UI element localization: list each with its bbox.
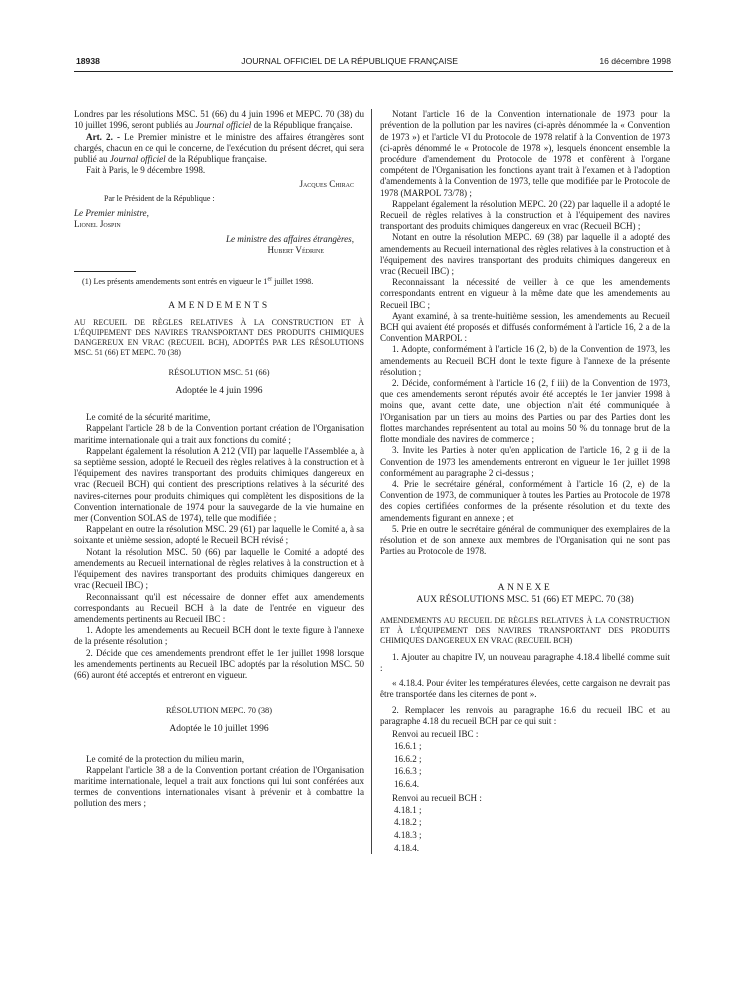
two-column-body bbox=[74, 109, 673, 854]
right-column bbox=[372, 109, 670, 854]
paragraph: Le comité de la sécurité maritime, bbox=[86, 412, 211, 423]
annexe-paragraphs bbox=[380, 652, 670, 727]
paragraph: 5. Prie en outre le secrétaire général de communiquer des exemplaires de la résolution et de son annexe aux membres de l'Organisation qui ne sont pas Parties au Protocole de 1978. bbox=[380, 523, 670, 557]
mepc-paragraphs-left bbox=[74, 754, 364, 810]
list-item: 4.18.2 ; bbox=[394, 817, 422, 828]
article-2: Art. 2. - Le Premier ministre et le ministre des affaires étrangères sont chargés, chacun en ce qui le concerne, de l'exécution du présent décret, qui sera publié au Journal officiel de la République française. bbox=[74, 131, 364, 165]
resolution-msc-title: RÉSOLUTION MSC. 51 (66) bbox=[168, 367, 270, 377]
ministre-title: Le ministre des affaires étrangères, bbox=[225, 234, 354, 245]
intro-paragraph: Londres par les résolutions MSC. 51 (66) du 4 juin 1996 et MEPC. 70 (38) du 10 juillet 1996, seront publiés au Journal officiel de la République française. bbox=[74, 109, 364, 131]
paragraph: 2. Remplacer les renvois au paragraphe 16.6 du recueil IBC et au paragraphe 4.18 du recueil BCH par ce qui suit : bbox=[380, 704, 670, 726]
annexe-caps-heading: AMENDEMENTS AU RECUEIL DE RÈGLES RELATIVES À LA CONSTRUCTION ET À L'ÉQUIPEMENT DES NAVIRES TRANSPORTANT DES PRODUITS CHIMIQUES DANGEREUX EN VRAC (RECUEIL BCH) bbox=[380, 615, 670, 645]
page-number: 18938 bbox=[76, 56, 100, 66]
list-item: 4.18.3 ; bbox=[394, 829, 422, 840]
list-item: 4.18.4. bbox=[394, 842, 420, 853]
renvoi-ibc-label: Renvoi au recueil IBC : bbox=[392, 728, 479, 739]
paragraph: 4. Prie le secrétaire général, conformément à l'article 16 (2, e) de la Convention de 1973, de communiquer à toutes les Parties au Protocole de 1978 des copies certifiées conformes de la présente résolution et du texte des amendements figurant en annexe ; et bbox=[380, 478, 670, 523]
signature-president: Jacques Chirac bbox=[299, 179, 354, 190]
list-item: 16.6.2 ; bbox=[394, 753, 422, 764]
amendements-title: AMENDEMENTS bbox=[168, 300, 270, 311]
paragraph: Notant l'article 16 de la Convention internationale de 1973 pour la prévention de la pollution par les navires (ci-après dénommée la « Convention de 1973 ») et l'article VI du Protocole de 1978 relatif à la Convention de 1973 (ci-après dénommé le « Protocole de 1978 »), lesquels énoncent ensemble la procédure d'amendement du Protocole de 1978 et confèrent à l'organe compétent de l'Organisation les fonctions ayant trait à l'examen et à l'adoption d'amendements à la Convention de 1973, telle que modifiée par le Protocole de 1978 (MARPOL 73/78) ; bbox=[380, 109, 670, 198]
footnote: (1) Les présents amendements sont entrés en vigueur le 1er juillet 1998. bbox=[82, 275, 314, 286]
fait-a-paris: Fait à Paris, le 9 décembre 1998. bbox=[86, 165, 206, 176]
list-item: 16.6.1 ; bbox=[394, 741, 422, 752]
paragraph: 2. Décide que ces amendements prendront effet le 1er juillet 1998 lorsque les amendements pertinents au Recueil IBC adoptés par la résolution MSC. 50 (66) auront été acceptés et entreront en vigueur. bbox=[74, 647, 364, 680]
premier-ministre-name: Lionel Jospin bbox=[74, 219, 121, 230]
paragraph: Reconnaissant qu'il est nécessaire de donner effet aux amendements correspondants au Recueil BCH à la date de l'entrée en vigueur des amendements pertinents au Recueil IBC : bbox=[74, 591, 364, 624]
paragraph: Rappelant l'article 38 a de la Convention portant création de l'Organisation maritime internationale, lequel a trait aux fonctions qui lui sont conférées aux termes de conventions internationales visant à prévenir et à combattre la pollution des mers ; bbox=[74, 764, 364, 809]
paragraph: « 4.18.4. Pour éviter les températures élevées, cette cargaison ne devrait pas être transportée dans les citernes de pont ». bbox=[380, 678, 670, 700]
ministre-name: Hubert Védrine bbox=[267, 245, 324, 256]
journal-title: JOURNAL OFFICIEL DE LA RÉPUBLIQUE FRANÇAISE bbox=[241, 56, 458, 66]
paragraph: Ayant examiné, à sa trente-huitième session, les amendements au Recueil BCH qui avaient été proposés et diffusés conformément à l'article 16, 2 a de la Convention MARPOL : bbox=[380, 310, 670, 344]
annexe-subtitle: AUX RÉSOLUTIONS MSC. 51 (66) ET MEPC. 70 (38) bbox=[416, 594, 634, 605]
paragraph: Rappelant en outre la résolution MSC. 29 (61) par laquelle le Comité a, à sa soixante et unième session, adopté le Recueil BCH révisé ; bbox=[74, 524, 364, 546]
renvoi-bch-label: Renvoi au recueil BCH : bbox=[392, 792, 482, 803]
list-item: 16.6.4. bbox=[394, 778, 420, 789]
paragraph: Rappelant également la résolution MEPC. 20 (22) par laquelle il a adopté le Recueil de règles relatives à la construction et à l'équipement des navires transportant des produits chimiques dangereux en vrac (Recueil BCH) ; bbox=[380, 198, 670, 232]
par-le-president: Par le Président de la République : bbox=[104, 193, 215, 203]
paragraph: 1. Ajouter au chapitre IV, un nouveau paragraphe 4.18.4 libellé comme suit : bbox=[380, 651, 670, 673]
paragraph: 2. Décide, conformément à l'article 16 (2, f iii) de la Convention de 1973, que ces amendements seront réputés avoir été acceptés le 1er janvier 1998 à moins que, avant cette date, une objection n'ait été communiquée à l'Organisation par un tiers au moins des Parties ou par des Parties dont les flottes marchandes représentent au total au moins 50 % du tonnage brut de la flotte mondiale des navires de commerce ; bbox=[380, 378, 670, 445]
paragraph: 1. Adopte les amendements au Recueil BCH dont le texte figure à l'annexe de la présente résolution ; bbox=[74, 625, 364, 647]
msc-paragraphs bbox=[74, 412, 364, 681]
annexe-title: ANNEXE bbox=[497, 583, 553, 594]
list-item: 16.6.3 ; bbox=[394, 766, 422, 777]
resolution-mepc-title: RÉSOLUTION MEPC. 70 (38) bbox=[165, 706, 273, 716]
left-column bbox=[74, 109, 372, 854]
paragraph: Notant la résolution MSC. 50 (66) par laquelle le Comité a adopté des amendements au Recueil international de règles relatives à la construction et à l'équipement des navires transportant des produits chimiques dangereux en vrac (Recueil IBC) ; bbox=[74, 546, 364, 591]
paragraph: Rappelant l'article 28 b de la Convention portant création de l'Organisation maritime internationale qui a trait aux fonctions du comité ; bbox=[74, 423, 364, 445]
paragraph: Le comité de la protection du milieu marin, bbox=[86, 753, 245, 764]
renvoi-bch-list bbox=[380, 804, 670, 854]
paragraph: Notant en outre la résolution MEPC. 69 (38) par laquelle il a adopté des amendements au Recueil international des règles relatives à la construction et à l'équipement des navires transportant des produits chimiques dangereux en vrac (Recueil IBC) ; bbox=[380, 232, 670, 277]
list-item: 4.18.1 ; bbox=[394, 804, 422, 815]
renvoi-ibc-list bbox=[380, 740, 670, 790]
paragraph: 1. Adopte, conformément à l'article 16 (2, b) de la Convention de 1973, les amendements au Recueil BCH dont le texte figure à l'annexe de la présente résolution ; bbox=[380, 344, 670, 377]
premier-ministre-title: Le Premier ministre, bbox=[74, 207, 149, 218]
footnote-rule bbox=[74, 271, 136, 272]
mepc-paragraphs-right bbox=[380, 109, 670, 557]
paragraph: Rappelant également la résolution A 212 (VII) par laquelle l'Assemblée a, à sa septième session, adopté le Recueil des règles relatives à la construction et à l'équipement des navires transportant des produits chimiques dangereux en vrac (Recueil BCH) qui contient des prescriptions relatives à la sécurité des navires-citernes pour produits chimiques qui complètent les dispositions de la Convention internationale de 1974 pour la sauvegarde de la vie humaine en mer (Convention SOLAS de 1974), telle que modifiée ; bbox=[74, 445, 364, 524]
page-header bbox=[74, 56, 673, 72]
paragraph: 3. Invite les Parties à noter qu'en application de l'article 16, 2 g ii de la Convention de 1973 les amendements entreront en vigueur le 1er juillet 1998 conformément au paragraphe 2 ci-dessus ; bbox=[380, 445, 670, 478]
issue-date: 16 décembre 1998 bbox=[599, 56, 671, 66]
resolution-msc-adopted: Adoptée le 4 juin 1996 bbox=[175, 386, 263, 397]
resolution-mepc-adopted: Adoptée le 10 juillet 1996 bbox=[169, 724, 269, 735]
amendements-subtitle: AU RECUEIL DE RÈGLES RELATIVES À LA CONSTRUCTION ET À L'ÉQUIPEMENT DES NAVIRES TRANSPORTANT DES PRODUITS CHIMIQUES DANGEREUX EN VRAC (RECUEIL BCH), ADOPTÉS PAR LES RÉSOLUTIONS MSC. 51 (66) ET MEPC. 70 (38) bbox=[74, 317, 364, 357]
paragraph: Reconnaissant la nécessité de veiller à ce que les amendements correspondants entrent en vigueur à la même date que les amendements au Recueil IBC ; bbox=[380, 277, 670, 310]
